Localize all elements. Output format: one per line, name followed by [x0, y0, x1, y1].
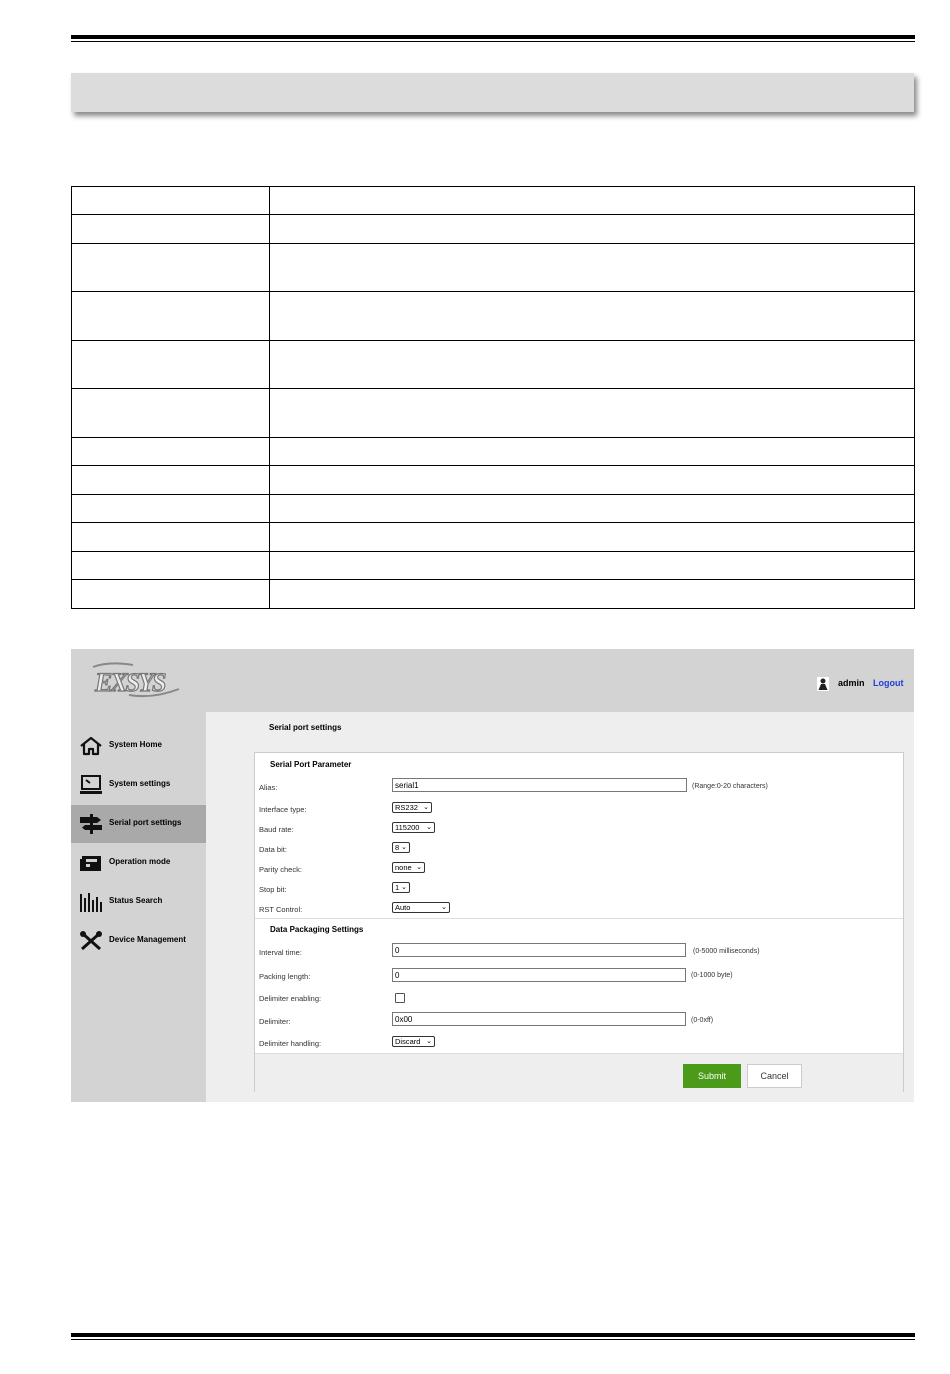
delimiter-hint: (0-0xff): [691, 1017, 714, 1024]
chevron-down-icon: ⌄: [426, 1038, 432, 1045]
tools-icon: [79, 931, 103, 951]
data-bit-label: Data bit:: [259, 845, 287, 854]
packing-length-label: Packing length:: [259, 972, 311, 981]
interval-time-hint: (0-5000 milliseconds): [693, 948, 760, 955]
packing-length-input[interactable]: 0: [392, 968, 686, 982]
data-bit-value: 8: [395, 843, 400, 852]
signpost-icon: [79, 814, 103, 834]
table-row: [72, 215, 915, 244]
section-divider: [255, 918, 903, 919]
parity-check-label: Parity check:: [259, 865, 302, 874]
top-rule: [71, 35, 915, 39]
stop-bit-select[interactable]: [392, 882, 410, 893]
alias-hint: (Range:0-20 characters): [692, 783, 768, 790]
settings-form-panel: [254, 752, 904, 1092]
app-header: [71, 649, 914, 712]
chevron-down-icon: ⌄: [423, 804, 429, 811]
chevron-down-icon: ⌄: [416, 864, 422, 871]
sidebar: [71, 712, 206, 1102]
sidebar-item-system-settings[interactable]: [71, 766, 206, 804]
chevron-down-icon: ⌄: [441, 904, 447, 911]
logout-link[interactable]: Logout: [873, 678, 904, 688]
bottom-rule-thin: [71, 1339, 915, 1340]
packaging-section-title: Data Packaging Settings: [270, 925, 364, 934]
chevron-down-icon: ⌄: [401, 884, 407, 891]
alias-label: Alias:: [259, 783, 278, 792]
page-title: Serial port settings: [269, 723, 342, 732]
monitor-icon: [79, 775, 103, 795]
table-row: [72, 552, 915, 580]
sidebar-item-label: Device Management: [109, 935, 186, 944]
username-label: admin: [838, 678, 865, 688]
sidebar-item-label: Operation mode: [109, 857, 171, 866]
section-heading-bar: [71, 73, 914, 112]
delimiter-handling-label: Delimiter handling:: [259, 1039, 322, 1048]
sidebar-item-label: System Home: [109, 740, 162, 749]
parity-check-select[interactable]: [392, 862, 425, 873]
stop-bit-label: Stop bit:: [259, 885, 287, 894]
baud-rate-value: 115200: [395, 823, 420, 832]
sidebar-item-system-home[interactable]: [71, 727, 206, 765]
sidebar-item-operation-mode[interactable]: [71, 844, 206, 882]
baud-rate-select[interactable]: [392, 822, 435, 833]
table-row: [72, 466, 915, 495]
interface-type-select[interactable]: [392, 802, 432, 813]
bar-status-icon: [79, 892, 103, 912]
alias-input[interactable]: serial1: [392, 778, 687, 792]
sidebar-item-label: Serial port settings: [109, 818, 182, 827]
sidebar-item-serial-port-settings[interactable]: [71, 805, 206, 843]
interface-type-value: RS232: [395, 803, 418, 812]
exsys-logo: [89, 659, 184, 701]
chevron-down-icon: ⌄: [426, 824, 432, 831]
table-row: [72, 341, 915, 389]
sidebar-item-device-management[interactable]: [71, 922, 206, 960]
delimiter-input[interactable]: 0x00: [392, 1012, 686, 1026]
user-icon: [817, 677, 829, 691]
parameter-table: [71, 186, 915, 609]
table-row: [72, 438, 915, 466]
svg-text:EXSYS: EXSYS: [95, 668, 165, 697]
submit-button[interactable]: Submit: [683, 1064, 741, 1088]
stop-bit-value: 1: [395, 883, 400, 892]
table-row: [72, 580, 915, 609]
chevron-down-icon: ⌄: [401, 844, 407, 851]
interval-time-label: Interval time:: [259, 948, 302, 957]
bottom-rule: [71, 1333, 915, 1337]
table-row: [72, 389, 915, 438]
home-icon: [79, 736, 103, 756]
form-actions: [255, 1053, 903, 1092]
serial-section-title: Serial Port Parameter: [270, 760, 352, 769]
rst-control-label: RST Control:: [259, 905, 303, 914]
table-row: [72, 495, 915, 523]
delimiter-label: Delimiter:: [259, 1017, 291, 1026]
data-bit-select[interactable]: [392, 842, 410, 853]
table-row: [72, 244, 915, 292]
delimiter-enabling-checkbox[interactable]: [395, 993, 405, 1003]
sidebar-item-status-search[interactable]: [71, 883, 206, 921]
cancel-button[interactable]: Cancel: [747, 1064, 802, 1088]
rst-control-select[interactable]: [392, 902, 450, 913]
parity-check-value: none: [395, 863, 412, 872]
sidebar-item-label: Status Search: [109, 896, 163, 905]
delimiter-handling-value: Discard: [395, 1037, 421, 1046]
delimiter-enabling-label: Delimiter enabling:: [259, 994, 322, 1003]
operation-icon: [79, 853, 103, 873]
web-ui-screenshot: [71, 649, 914, 1102]
table-row: [72, 292, 915, 341]
interface-type-label: Interface type:: [259, 805, 307, 814]
baud-rate-label: Baud rate:: [259, 825, 294, 834]
delimiter-handling-select[interactable]: [392, 1036, 435, 1047]
top-rule-thin: [71, 41, 915, 42]
table-row: [72, 523, 915, 552]
table-row: [72, 187, 915, 215]
main-content: [206, 712, 914, 1102]
packing-length-hint: (0-1000 byte): [691, 972, 733, 979]
rst-control-value: Auto: [395, 903, 411, 912]
interval-time-input[interactable]: 0: [392, 943, 686, 957]
sidebar-item-label: System settings: [109, 779, 171, 788]
